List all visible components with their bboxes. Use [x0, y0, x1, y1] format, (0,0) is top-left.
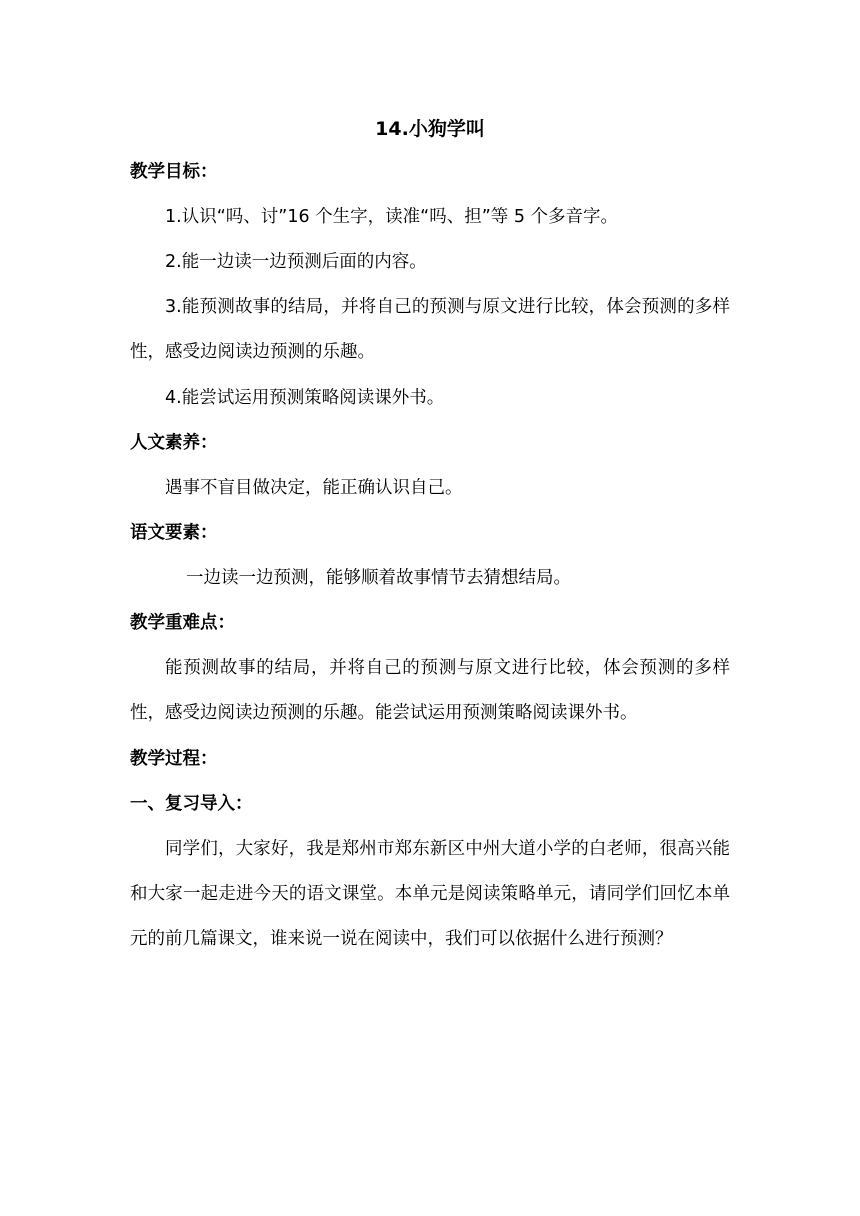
language-heading: 语文要素： [130, 523, 218, 543]
difficulty-text: 能预测故事的结局，并将自己的预测与原文进行比较，体会预测的多样性，感受边阅读边预测的乐趣。能尝试运用预测策略阅读课外书。 [130, 658, 730, 723]
humanity-heading: 人文素养： [130, 433, 218, 453]
document-title: 14.小狗学叫 [375, 118, 485, 140]
goal-item-2: 2.能一边读一边预测后面的内容。 [165, 252, 427, 272]
goals-heading: 教学目标： [130, 162, 218, 182]
goal-item-3: 3.能预测故事的结局，并将自己的预测与原文进行比较，体会预测的多样性，感受边阅读边预测的乐趣。 [130, 297, 730, 362]
humanity-text: 遇事不盲目做决定，能正确认识自己。 [165, 478, 463, 498]
goal-item-4: 4.能尝试运用预测策略阅读课外书。 [165, 388, 445, 408]
process-heading: 教学过程： [130, 749, 218, 769]
goal-item-1: 1.认识“吗、讨”16 个生字，读准“吗、担”等 5 个多音字。 [165, 207, 619, 227]
step1-heading: 一、复习导入： [130, 794, 253, 814]
difficulty-heading: 教学重难点： [130, 613, 235, 633]
language-text: 一边读一边预测，能够顺着故事情节去猜想结局。 [186, 568, 571, 588]
step1-text: 同学们，大家好，我是郑州市郑东新区中州大道小学的白老师，很高兴能和大家一起走进今天的语文课堂。本单元是阅读策略单元，请同学们回忆本单元的前几篇课文，谁来说一说在阅读中，我们可以依据什么进行预测？ [130, 839, 730, 949]
document-body [130, 157, 730, 970]
